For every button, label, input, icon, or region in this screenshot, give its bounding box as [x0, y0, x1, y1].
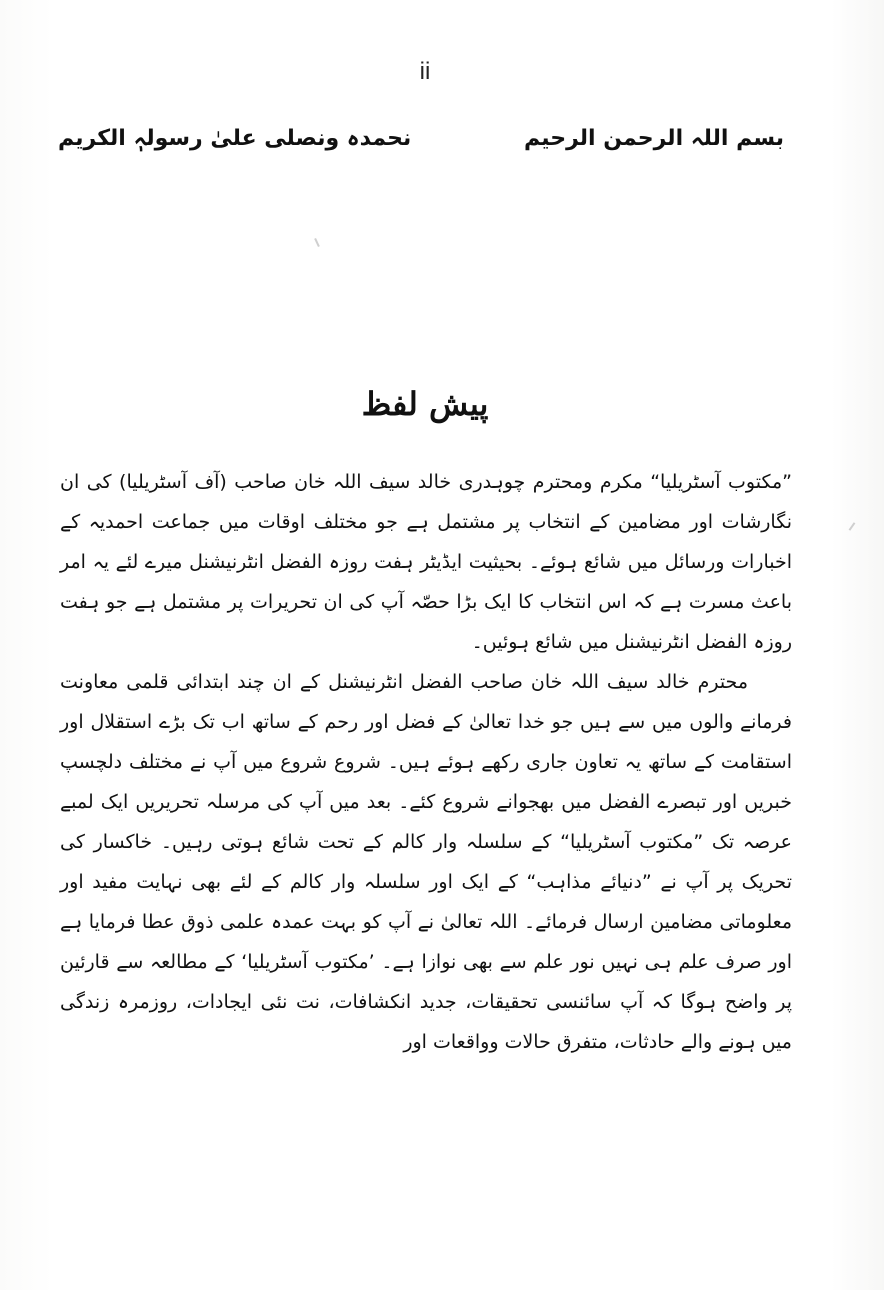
paragraph: ”مکتوب آسٹریلیا“ مکرم ومحترم چوہدری خالد سیف اللہ خان صاحب (آف آسٹریلیا) کی ان نگارشات اور مضامین کے انتخاب پر مشتمل ہے جو مختلف اوقات میں جماعت احمدیہ کے اخبارات ورسائل میں شائع ہوئے۔ بحیثیت ایڈیٹر ہفت روزہ الفضل انٹرنیشنل میرے لئے یہ امر باعث مسرت ہے کہ اس انتخاب کا ایک بڑا حصّہ آپ کی ان تحریرات پر مشتمل ہے جو ہفت روزہ الفضل انٹرنیشنل میں شائع ہوئیں۔ — [60, 471, 792, 653]
page-number: ii — [419, 58, 431, 85]
page-title: پیش لفظ — [361, 385, 489, 423]
bismillah-text: بسم اللہ الرحمن الرحیم — [523, 125, 784, 151]
scan-speck — [314, 238, 320, 247]
paragraph: محترم خالد سیف اللہ خان صاحب الفضل انٹرنیشنل کے ان چند ابتدائی قلمی معاونت فرمانے والوں میں سے ہیں جو خدا تعالیٰ کے فضل اور رحم کے ساتھ اب تک بڑے استقلال اور استقامت کے ساتھ یہ تعاون جاری رکھے ہوئے ہیں۔ شروع شروع میں آپ نے مختلف دلچسپ خبریں اور تبصرے الفضل میں بھجوانے شروع کئے۔ بعد میں آپ کی مرسلہ تحریریں ایک لمبے عرصہ تک ”مکتوب آسٹریلیا“ کے سلسلہ وار کالم کے تحت شائع ہوتی رہیں۔ خاکسار کی تحریک پر آپ نے ”دنیائے مذاہب“ کے ایک اور سلسلہ وار کالم کے لئے بھی نہایت مفید اور معلوماتی مضامین ارسال فرمائے۔ اللہ تعالیٰ نے آپ کو بہت عمدہ علمی ذوق عطا فرمایا ہے اور صرف علم ہی نہیں نور علم سے بھی نوازا ہے۔ ’مکتوب آسٹریلیا‘ کے مطالعہ سے قارئین پر واضح ہوگا کہ آپ سائنسی تحقیقات، جدید انکشافات، نت نئی ایجادات، روزمرہ زندگی میں ہونے والے حادثات، متفرق حالات وواقعات اور — [60, 671, 792, 1053]
scan-speck — [849, 522, 856, 531]
salutation-text: نحمدہ ونصلی علیٰ رسولہٖ الکریم — [58, 125, 412, 151]
body-text — [60, 462, 792, 1062]
invocation-header — [58, 118, 784, 158]
